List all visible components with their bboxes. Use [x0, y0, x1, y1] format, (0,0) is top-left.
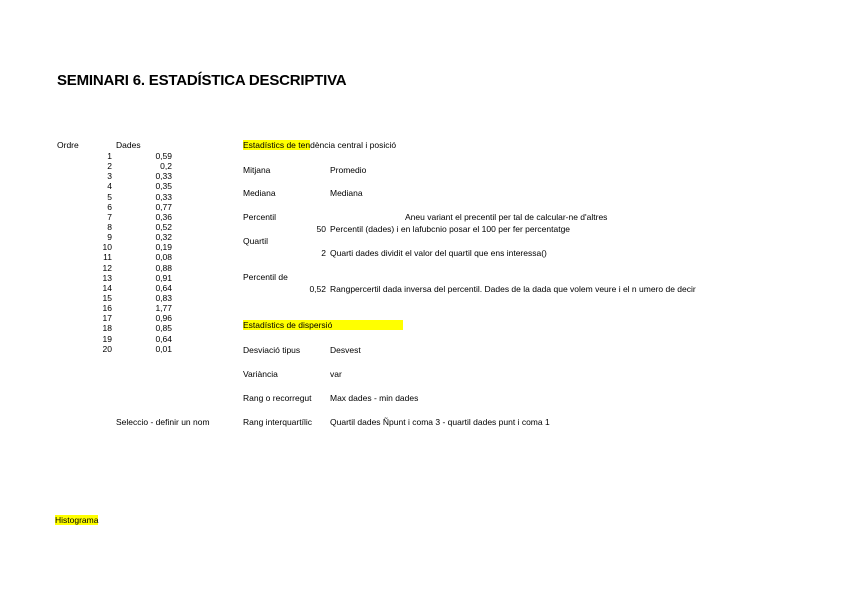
ordre-cell: 14 — [102, 282, 112, 293]
quartil-value: 2 — [321, 248, 326, 258]
dades-cell: 0,52 — [155, 221, 172, 232]
dades-column — [140, 151, 172, 354]
dades-cell: 0,77 — [155, 201, 172, 212]
dades-cell: 0,08 — [155, 252, 172, 263]
percentil-de-value: 0,52 — [309, 284, 326, 294]
central-tendency-heading — [243, 140, 396, 150]
ordre-cell: 1 — [107, 151, 112, 161]
ordre-cell: 8 — [107, 221, 112, 232]
dades-cell: 0,91 — [155, 272, 172, 283]
mediana-label: Mediana — [243, 188, 276, 198]
dades-cell: 0,64 — [155, 282, 172, 293]
ordre-cell: 2 — [107, 161, 112, 172]
percentil-de-label: Percentil de — [243, 272, 288, 282]
central-heading-rest: dència central i posició — [310, 140, 397, 150]
dades-cell: 0,36 — [155, 211, 172, 222]
dades-cell: 0,33 — [155, 191, 172, 202]
ordre-column — [90, 151, 112, 354]
percentil-description: Percentil (dades) i en lafubcnio posar el 100 per fer percentatge — [330, 224, 571, 234]
ordre-cell: 16 — [102, 303, 112, 314]
dades-cell: 0,96 — [155, 313, 172, 324]
percentil-label: Percentil — [243, 212, 277, 222]
dispersion-heading: Estadístics de dispersió — [243, 320, 403, 330]
quartil-description: Quarti dades dividit el valor del quartil que ens interessa() — [330, 248, 547, 258]
dades-cell: 0,64 — [155, 333, 172, 344]
ordre-cell: 17 — [102, 313, 112, 324]
var-function: var — [330, 369, 342, 379]
ordre-cell: 9 — [107, 232, 112, 243]
mediana-function: Mediana — [330, 188, 363, 198]
dades-cell: 0,85 — [155, 323, 172, 334]
dades-cell: 0,2 — [160, 161, 172, 172]
ordre-cell: 19 — [102, 333, 112, 344]
ordre-cell: 20 — [102, 343, 112, 354]
dades-cell: 0,59 — [155, 151, 172, 161]
percentil-note: Aneu variant el precentil per tal de calcular-ne d'altres — [405, 212, 608, 222]
ordre-cell: 10 — [102, 242, 112, 253]
ordre-header: Ordre — [57, 140, 79, 150]
dades-header: Dades — [116, 140, 141, 150]
percentil-de-description: Rangpercertil dada inversa del percentil. Dades de la dada que volem veure i el n umero de decir — [330, 284, 696, 294]
ordre-cell: 12 — [102, 262, 112, 273]
variancia-label: Variància — [243, 369, 278, 379]
dades-cell: 0,83 — [155, 292, 172, 303]
ordre-cell: 7 — [107, 211, 112, 222]
desviacio-label: Desviació tipus — [243, 345, 301, 355]
dades-cell: 0,33 — [155, 171, 172, 182]
seleccio-note: Seleccio - definir un nom — [116, 417, 210, 427]
dades-cell: 0,88 — [155, 262, 172, 273]
ordre-cell: 15 — [102, 292, 112, 303]
percentil-value: 50 — [316, 224, 326, 234]
ordre-cell: 11 — [103, 252, 112, 263]
ordre-cell: 18 — [102, 323, 112, 334]
interquartil-label: Rang interquartílic — [243, 417, 312, 427]
dades-cell: 0,35 — [155, 181, 172, 192]
dades-cell: 0,01 — [155, 343, 172, 354]
ordre-cell: 4 — [107, 181, 112, 192]
mitjana-label: Mitjana — [243, 165, 271, 175]
interquartil-description: Quartil dades Ñpunt i coma 3 - quartil dades punt i coma 1 — [330, 417, 550, 427]
central-heading-highlight: Estadístics de ten — [243, 140, 311, 150]
ordre-cell: 6 — [107, 201, 112, 212]
histograma-heading: Histograma — [55, 515, 99, 525]
desvest-function: Desvest — [330, 345, 361, 355]
rang-label: Rang o recorregut — [243, 393, 312, 403]
dades-cell: 0,32 — [155, 232, 172, 243]
page-title: SEMINARI 6. ESTADÍSTICA DESCRIPTIVA — [57, 72, 347, 89]
promedio-function: Promedio — [330, 165, 367, 175]
ordre-cell: 5 — [107, 191, 112, 202]
dades-cell: 1,77 — [155, 303, 172, 314]
ordre-cell: 3 — [107, 171, 112, 182]
ordre-cell: 13 — [102, 272, 112, 283]
dades-cell: 0,19 — [155, 242, 172, 253]
rang-description: Max dades - min dades — [330, 393, 419, 403]
quartil-label: Quartil — [243, 236, 269, 246]
